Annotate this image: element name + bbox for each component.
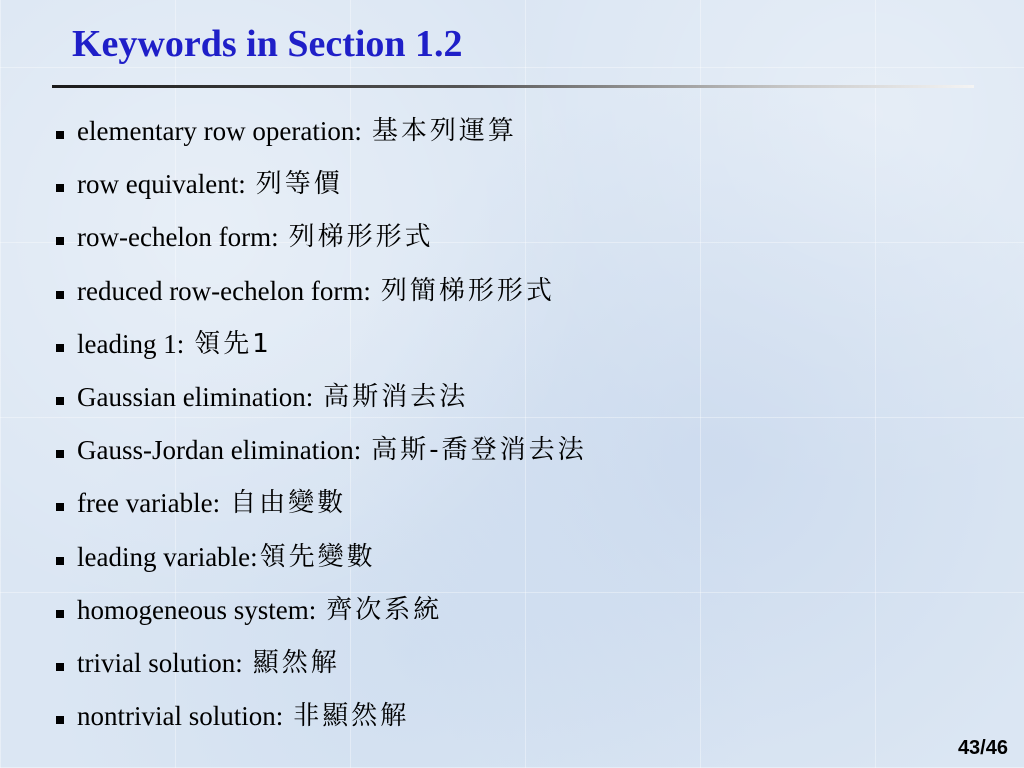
keyword-list — [56, 108, 587, 746]
keyword-translation: 領先1 — [194, 328, 272, 359]
title-divider — [52, 85, 974, 88]
page-number: 43/46 — [957, 737, 1008, 759]
keyword-item — [56, 108, 587, 161]
keyword-term: Gaussian elimination: — [77, 381, 314, 412]
square-bullet-icon — [56, 716, 64, 724]
keyword-term: row-echelon form: — [77, 222, 279, 253]
keyword-translation: 非顯然解 — [293, 701, 410, 732]
keyword-translation: 列梯形形式 — [288, 222, 434, 253]
keyword-item — [56, 640, 587, 693]
square-bullet-icon — [56, 291, 64, 299]
square-bullet-icon — [56, 131, 64, 139]
keyword-term: homogeneous system: — [77, 594, 317, 625]
square-bullet-icon — [56, 397, 64, 405]
keyword-term: elementary row operation: — [77, 116, 362, 146]
keyword-item — [56, 534, 587, 587]
keyword-translation: 列簡梯形形式 — [380, 275, 555, 306]
keyword-translation: 齊次系統 — [326, 594, 443, 625]
keyword-term: Gauss-Jordan elimination: — [77, 435, 362, 466]
keyword-translation: 自由變數 — [230, 488, 347, 519]
square-bullet-icon — [56, 503, 64, 511]
keyword-item — [56, 161, 587, 214]
keyword-term: leading variable: — [77, 541, 258, 572]
keyword-term: reduced row-echelon form: — [77, 275, 371, 306]
square-bullet-icon — [56, 450, 64, 458]
keyword-item — [56, 374, 587, 427]
keyword-term: leading 1: — [77, 328, 185, 359]
keyword-item — [56, 321, 587, 374]
keyword-item — [56, 268, 587, 321]
square-bullet-icon — [56, 184, 64, 192]
keyword-translation: 領先變數 — [259, 541, 376, 572]
keyword-item — [56, 693, 587, 746]
keyword-translation: 高斯消去法 — [323, 381, 469, 412]
square-bullet-icon — [56, 663, 64, 671]
keyword-term: trivial solution: — [77, 647, 243, 678]
square-bullet-icon — [56, 237, 64, 245]
keyword-item — [56, 214, 587, 267]
keyword-translation: 高斯-喬登消去法 — [371, 435, 587, 466]
keyword-translation: 列等價 — [255, 169, 343, 200]
keyword-term: nontrivial solution: — [77, 701, 284, 732]
keyword-translation: 基本列運算 — [371, 116, 517, 146]
keyword-item — [56, 480, 587, 533]
square-bullet-icon — [56, 610, 64, 618]
slide-title: Keywords in Section 1.2 — [72, 23, 463, 65]
square-bullet-icon — [56, 344, 64, 352]
keyword-translation: 顯然解 — [252, 647, 340, 678]
square-bullet-icon — [56, 557, 64, 565]
keyword-item — [56, 427, 587, 480]
keyword-term: free variable: — [77, 488, 221, 519]
keyword-item — [56, 587, 587, 640]
keyword-term: row equivalent: — [77, 169, 246, 200]
